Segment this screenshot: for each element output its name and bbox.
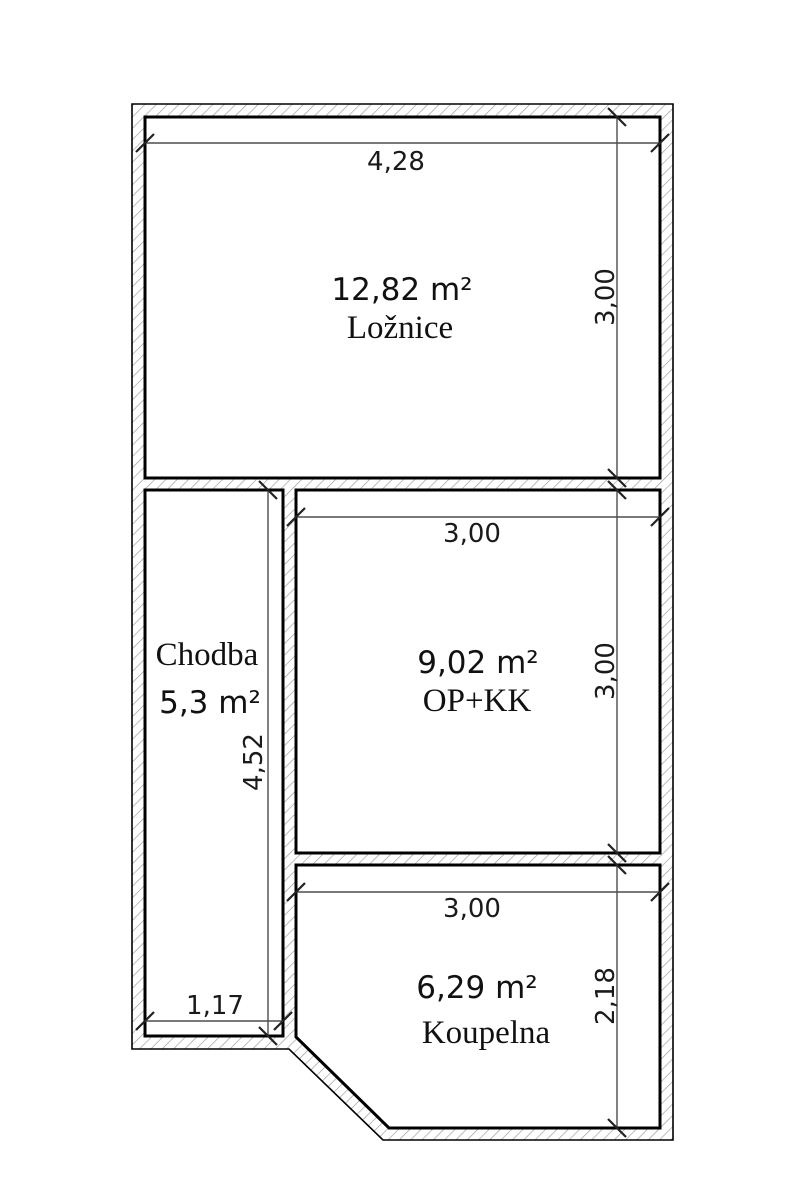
room-area-koupelna: 6,29 m²: [416, 970, 538, 1006]
dim-label-loznice-width: 4,28: [367, 147, 425, 177]
room-area-opkk: 9,02 m²: [417, 645, 539, 681]
dim-label-chodba-height: 4,52: [239, 733, 269, 791]
dim-label-koupelna-height: 2,18: [591, 967, 621, 1025]
dim-label-chodba-width: 1,17: [186, 991, 244, 1021]
room-area-loznice: 12,82 m²: [331, 272, 473, 308]
room-name-loznice: Ložnice: [346, 310, 454, 346]
dim-label-opkk-height: 3,00: [591, 642, 621, 700]
dim-label-opkk-width: 3,00: [443, 519, 501, 549]
room-name-opkk: OP+KK: [422, 683, 532, 719]
dim-label-loznice-height: 3,00: [591, 268, 621, 326]
room-name-chodba: Chodba: [155, 637, 259, 673]
room-name-koupelna: Koupelna: [421, 1015, 551, 1051]
room-area-chodba: 5,3 m²: [159, 685, 261, 721]
dim-label-koupelna-width: 3,00: [443, 894, 501, 924]
